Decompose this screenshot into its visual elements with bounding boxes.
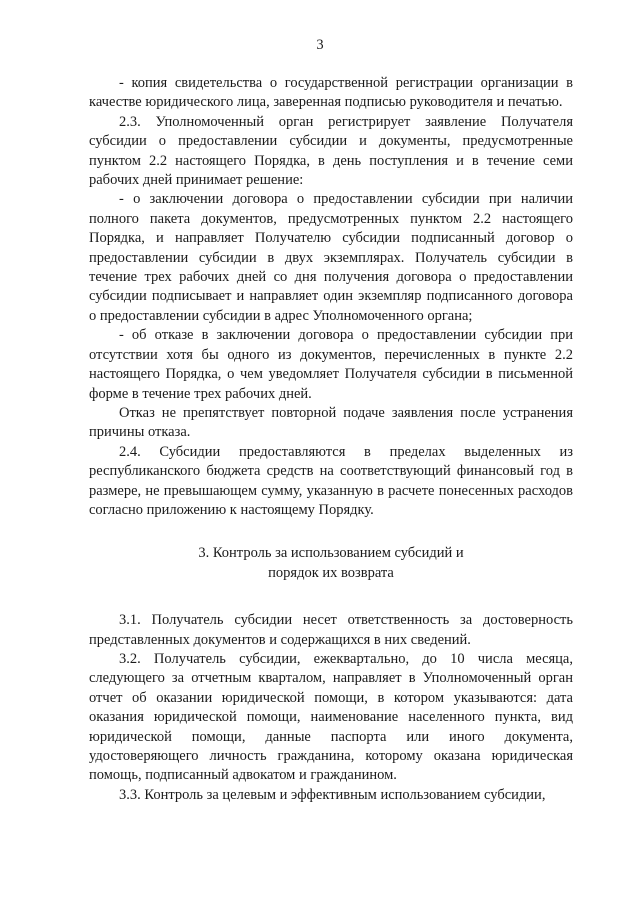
paragraph-3-2: 3.2. Получатель субсидии, ежеквартально, до 10 числа месяца, следующего за отчетным кварталом, направляет в Уполномоченный орган отчет об оказании юридической помощи, в котором указываются: дата оказания юридической помощи, наименование населенного пункта, вид юридической помощи, данные паспорта или иного документа, удостоверяющего личность гражданина, которому оказана юридическая помощь, подписанный адвокатом и гражданином. xyxy=(89,650,573,784)
paragraph-contract-refusal: - об отказе в заключении договора о предоставлении субсидии при отсутствии хотя бы одного из документов, перечисленных в пункте 2.2 настоящего Порядка, о чем уведомляет Получателя субсидии в письменной форме в течение трех рабочих дней. xyxy=(89,327,573,402)
section-heading xyxy=(89,544,573,583)
paragraph-3-3: 3.3. Контроль за целевым и эффективным использованием субсидии, xyxy=(119,786,546,803)
paragraph-refusal-note: Отказ не препятствует повторной подаче заявления после устранения причины отказа. xyxy=(89,404,573,441)
section-heading-line-1: 3. Контроль за использованием субсидий и xyxy=(198,545,464,562)
document-body xyxy=(89,74,573,805)
page-number: 3 xyxy=(316,37,324,53)
paragraph-2-3: 2.3. Уполномоченный орган регистрирует заявление Получателя субсидии о предоставлении субсидии и документы, предусмотренные пунктом 2.2 настоящего Порядка, в день поступления и в течение семи рабочих дней принимает решение: xyxy=(89,113,573,189)
section-heading-line-2: порядок их возврата xyxy=(268,564,394,581)
paragraph-contract-conclusion: - о заключении договора о предоставлении субсидии при наличии полного пакета документов, предусмотренных пунктом 2.2 настоящего Порядка, и направляет Получателю субсидии подписанный договор о предоставлении субсидии в двух экземплярах. Получатель субсидии в течение трех рабочих дней со дня получения договора о предоставлении субсидии подписывает и направляет один экземпляр подписанного договора о предоставлении субсидии в адрес Уполномоченного органа; xyxy=(89,191,573,324)
paragraph-3-1: 3.1. Получатель субсидии несет ответственность за достоверность представленных документов и содержащихся в них сведений. xyxy=(89,612,573,648)
paragraph-registration-copy: - копия свидетельства о государственной регистрации организации в качестве юридического лица, заверенная подписью руководителя и печатью. xyxy=(89,75,573,111)
paragraph-2-4: 2.4. Субсидии предоставляются в пределах выделенных из республиканского бюджета средств на соответствующий финансовый год в размере, не превышающем сумму, указанную в расчете понесенных расходов согласно приложению к настоящему Порядку. xyxy=(89,443,573,518)
